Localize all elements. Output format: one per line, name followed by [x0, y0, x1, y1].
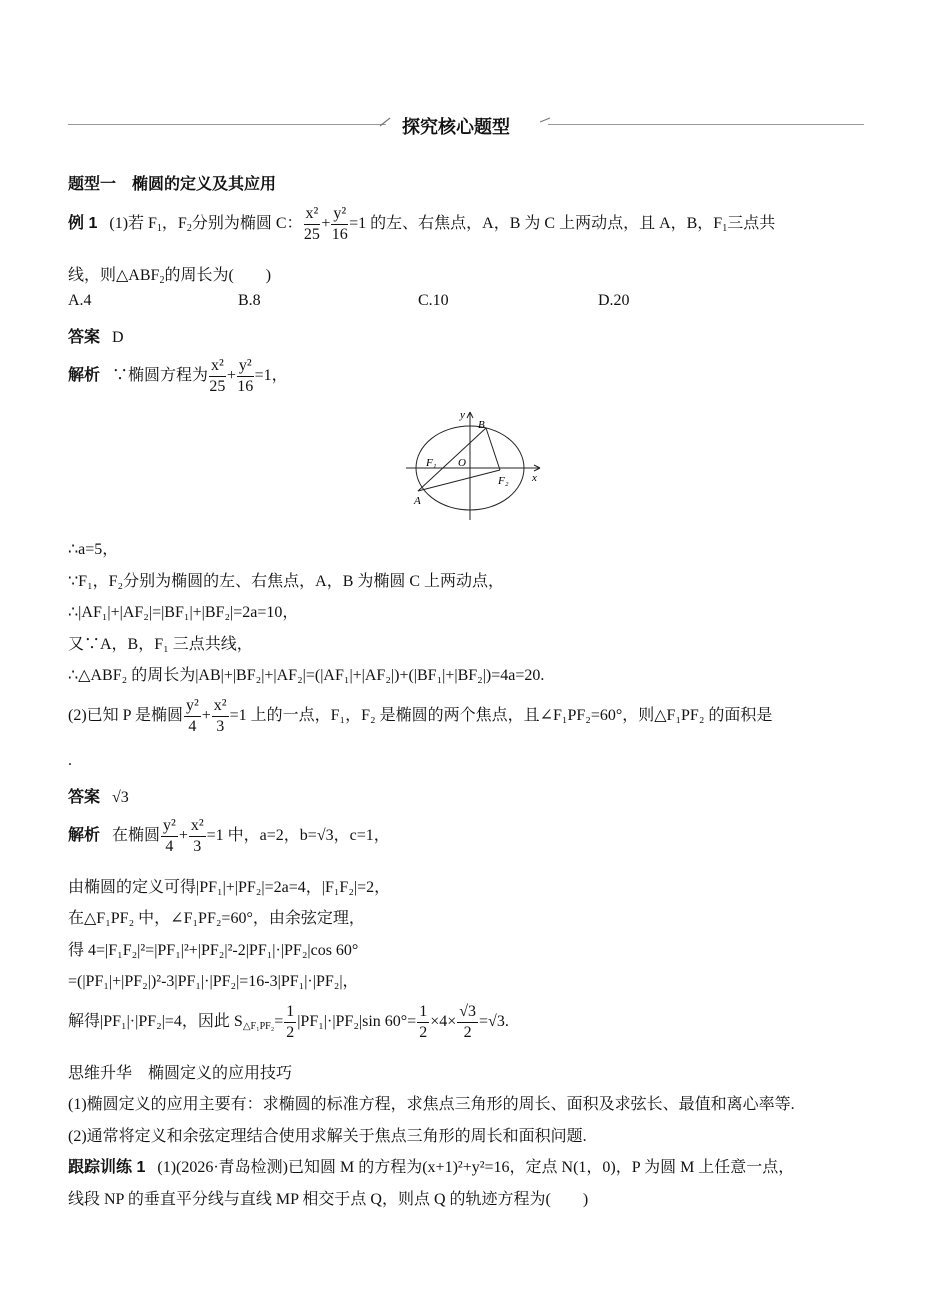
step-4: 又∵A，B，F₁ 三点共线， — [68, 636, 253, 653]
ellipse-figure — [400, 408, 550, 522]
type-heading: 题型一 椭圆的定义及其应用 — [68, 176, 277, 193]
example-q1-line2: 线，则$\triangle ABF_2$的周长为( ) — [68, 267, 272, 286]
summary-p2: (2)通常将定义和余弦定理结合使用求解关于焦点三角形的周长和面积问题. — [68, 1128, 587, 1145]
label-F2: F₂ — [498, 475, 509, 487]
step-1: ∴a=5， — [68, 541, 119, 558]
section-title: 探究核心题型 — [402, 117, 510, 137]
label-A: A — [414, 495, 421, 507]
step-2: ∵F₁，F₂分别为椭圆的左、右焦点，A，B 为椭圆 C 上两动点， — [68, 573, 505, 590]
example-label: 例 1 — [68, 215, 98, 233]
label-O: O — [458, 457, 466, 469]
analysis-2-s4: =(|PF₁|+|PF₂|)²-3|PF₁|·|PF₂|=16-3|PF₁|·|PF₂|， — [68, 973, 359, 990]
label-F1: F₁ — [426, 457, 437, 469]
header-rule-right — [548, 124, 864, 125]
header-ornament-right — [538, 116, 552, 128]
option-a: A.4 — [68, 292, 92, 309]
option-c: C.10 — [418, 292, 449, 309]
label-y: y — [460, 409, 465, 421]
label-B: B — [478, 419, 485, 431]
header-ornament-left — [378, 116, 392, 128]
answer-2: 答案 √3 — [68, 789, 129, 806]
analysis-1-intro: 解析 ∵椭圆方程为 $\frac{\text{x²}}{25}$ + $\frac{\text{y²}}{16}$ =1， — [68, 357, 288, 395]
practice-line2: 线段 NP 的垂直平分线与直线 MP 相交于点 Q，则点 Q 的轨迹方程为( ) — [68, 1191, 589, 1208]
fraction-x2-25: $\frac{\text{x²}}{25}$ — [303, 205, 320, 243]
analysis-2-s1: 由椭圆的定义可得|PF₁|+|PF₂|=2a=4，|F₁F₂|=2， — [68, 879, 391, 896]
summary-p1: (1)椭圆定义的应用主要有：求椭圆的标准方程，求焦点三角形的周长、面积及求弦长、最值和离心率等. — [68, 1096, 795, 1113]
example-q2-dot: . — [68, 752, 72, 769]
answer-1: 答案 D — [68, 329, 124, 346]
header-rule-left — [68, 124, 386, 125]
summary-title: 思维升华 椭圆定义的应用技巧 — [68, 1065, 293, 1082]
practice-line1: 跟踪训练 1 (1)(2026·青岛检测)已知圆 M 的方程为(x+1)²+y²=16，定点 N(1，0)，P 为圆 M 上任意一点， — [68, 1159, 795, 1176]
label-x: x — [532, 472, 537, 484]
fraction-y2-16: $\frac{\text{y²}}{16}$ — [331, 205, 348, 243]
example-q1-line1: 例 1 (1)若 $F_1$，$F_2$分别为椭圆 C： $\frac{\text{x²}}{25}$ + $\frac{\text{y²}}{16}$ =1 的左、右焦点，A，B 为 C 上两动点，且 A，B，$F_1$三点共 — [68, 205, 776, 243]
analysis-2-s5: 解得|PF₁|·|PF₂|=4，因此 $S_{\triangle F_1PF_2}=$ $\frac{1}{2}$ |PF₁|·|PF₂|sin 60°= $\frac{1}{2}$ ×4× $\frac{√3}{2}$ =√3. — [68, 1003, 509, 1041]
analysis-2-s3: 得 4=|F₁F₂|²=|PF₁|²+|PF₂|²-2|PF₁|·|PF₂|cos 60° — [68, 942, 359, 959]
example-q2: (2)已知 P 是椭圆 $\frac{\text{y²}}{4}$ + $\frac{\text{x²}}{3}$ =1 上的一点，F₁，F₂ 是椭圆的两个焦点，且∠F₁PF₂=60°，则△F₁PF₂ 的面积是 — [68, 697, 773, 735]
step-3: ∴|AF₁|+|AF₂|=|BF₁|+|BF₂|=2a=10， — [68, 604, 299, 621]
step-5: ∴△ABF₂ 的周长为|AB|+|BF₂|+|AF₂|=(|AF₁|+|AF₂|)+(|BF₁|+|BF₂|)=4a=20. — [68, 667, 545, 684]
option-b: B.8 — [238, 292, 261, 309]
analysis-2-intro: 解析 在椭圆 $\frac{\text{y²}}{4}$ + $\frac{\text{x²}}{3}$ =1 中，a=2，b=√3，c=1， — [68, 817, 390, 855]
analysis-2-s2: 在△F₁PF₂ 中，∠F₁PF₂=60°，由余弦定理， — [68, 910, 365, 927]
option-d: D.20 — [598, 292, 630, 309]
